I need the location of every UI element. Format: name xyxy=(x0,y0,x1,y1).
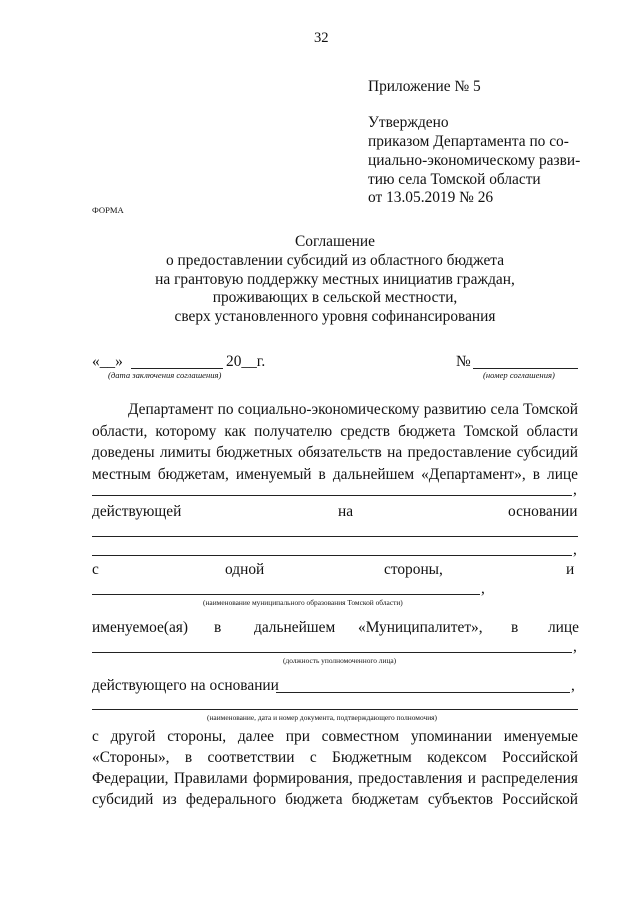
date-month-field[interactable] xyxy=(131,368,223,369)
named-word: в xyxy=(511,619,519,636)
basis-field-2[interactable] xyxy=(92,555,572,556)
acting-basis-label: действующего на основании xyxy=(92,677,279,694)
named-word: лице xyxy=(548,619,579,636)
paragraph-line: субсидий из федерального бюджета бюджетам субъектов Российской xyxy=(92,791,578,808)
acting-word: на xyxy=(338,503,354,520)
named-word: в xyxy=(214,619,222,636)
named-word: дальнейшем xyxy=(254,619,336,636)
date-year: 20__г. xyxy=(226,353,266,370)
title-line: на грантовую поддержку местных инициатив граждан, xyxy=(155,271,515,288)
paragraph-line: местным бюджетам, именуемый в дальнейшем «Департамент», в лице xyxy=(92,466,578,483)
side-word: и xyxy=(566,561,575,578)
comma: , xyxy=(573,481,577,498)
approval-line: циально-экономическому разви- xyxy=(368,152,581,169)
date-caption: (дата заключения соглашения) xyxy=(108,370,222,380)
authority-document-field-2[interactable] xyxy=(92,709,578,710)
official-field[interactable] xyxy=(92,652,572,653)
date-day: «__» xyxy=(92,353,123,370)
municipality-caption: (наименование муниципального образования Томской области) xyxy=(203,598,403,607)
document-caption: (наименование, дата и номер документа, подтверждающего полномочия) xyxy=(207,713,438,722)
side-word: с xyxy=(92,561,99,578)
paragraph-line: с другой стороны, далее при совместном упоминании именуемые xyxy=(92,728,578,745)
agreement-number-field[interactable] xyxy=(473,368,578,369)
representative-field[interactable] xyxy=(92,495,572,496)
basis-field-1[interactable] xyxy=(92,536,578,537)
comma: , xyxy=(571,677,575,694)
number-caption: (номер соглашения) xyxy=(483,370,555,380)
page-number: 32 xyxy=(314,30,329,46)
acting-word: основании xyxy=(508,503,578,520)
named-word: «Муниципалитет», xyxy=(358,619,483,636)
acting-word: действующей xyxy=(92,503,182,520)
approval-line: Утверждено xyxy=(368,114,449,131)
paragraph-line: Департамент по социально-экономическому развитию села Томской xyxy=(128,401,578,418)
comma: , xyxy=(573,638,577,655)
paragraph-line: Федерации, Правилами формирования, предоставления и распределения xyxy=(92,770,578,787)
paragraph-line: области, которому как получателю средств бюджета Томской области xyxy=(92,423,578,440)
official-caption: (должность уполномоченного лица) xyxy=(283,656,397,665)
title-line: проживающих в сельской местности, xyxy=(212,289,458,306)
form-label: ФОРМА xyxy=(92,205,124,215)
named-word: именуемое(ая) xyxy=(92,619,188,636)
title-line: сверх установленного уровня софинансирования xyxy=(174,308,496,325)
side-word: одной xyxy=(225,561,265,578)
paragraph-line: «Стороны», в соответствии с Бюджетным кодексом Российской xyxy=(92,749,578,766)
municipality-field[interactable] xyxy=(92,594,480,595)
approval-line: приказом Департамента по со- xyxy=(368,133,569,150)
comma: , xyxy=(573,541,577,558)
paragraph-line: доведены лимиты бюджетных обязательств на предоставление субсидий xyxy=(92,444,578,461)
appendix-label: Приложение № 5 xyxy=(368,78,481,95)
number-sign: № xyxy=(456,353,471,370)
title-line: о предоставлении субсидий из областного бюджета xyxy=(165,252,505,269)
approval-line: от 13.05.2019 № 26 xyxy=(368,189,494,206)
title-line: Соглашение xyxy=(295,233,375,250)
comma: , xyxy=(481,580,485,597)
authority-document-field[interactable] xyxy=(276,692,570,693)
side-word: стороны, xyxy=(384,561,443,578)
approval-line: тию села Томской области xyxy=(368,171,541,188)
